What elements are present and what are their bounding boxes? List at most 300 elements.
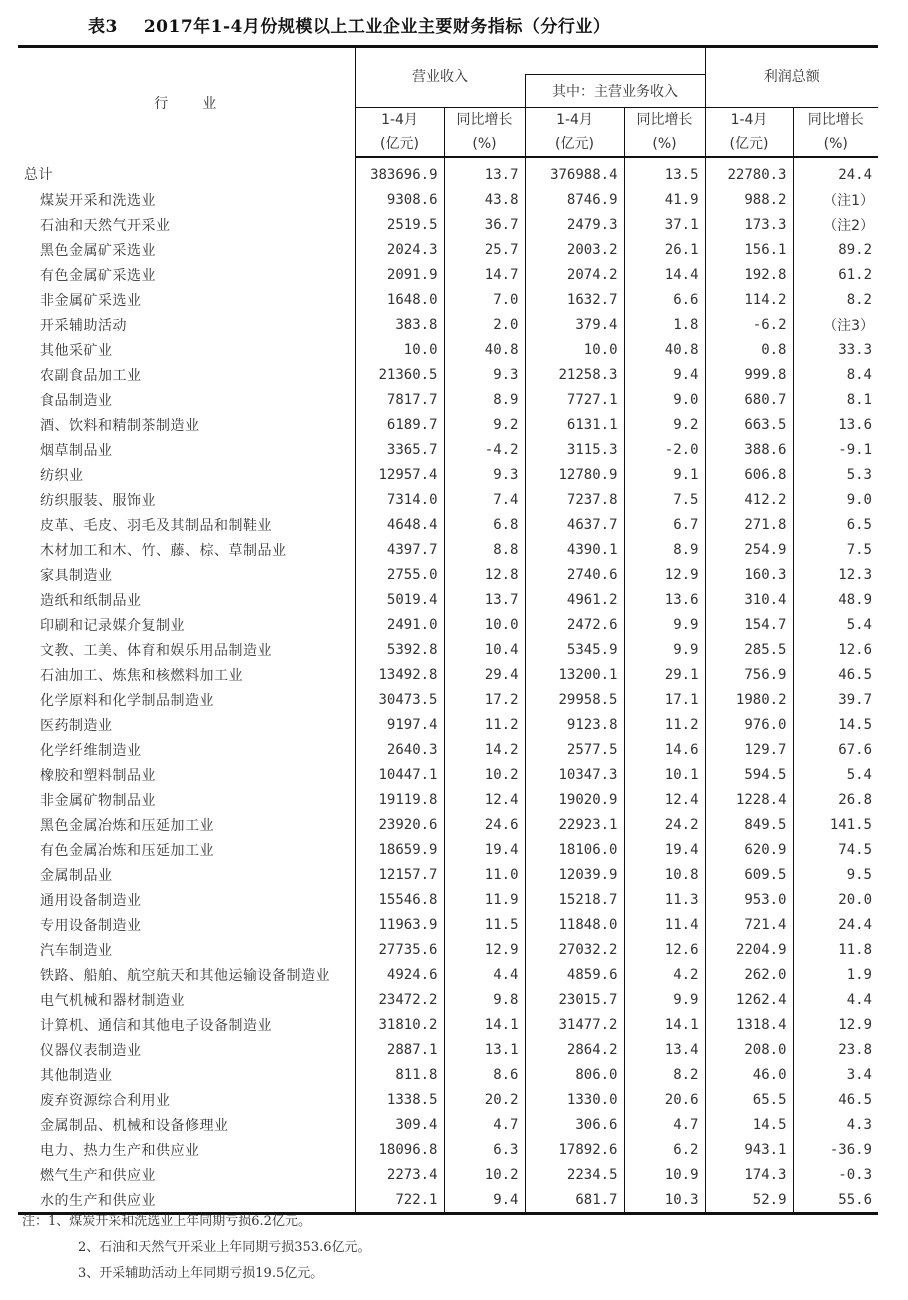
footnote-2: 2、石油和天然气开采业上年同期亏损353.6亿元。 — [78, 1240, 371, 1255]
main-revenue-growth: 26.1 — [624, 237, 705, 262]
revenue-value: 11963.9 — [355, 912, 444, 937]
profit-growth: 8.2 — [793, 287, 878, 312]
revenue-growth: 43.8 — [444, 187, 525, 212]
main-revenue-growth: 9.1 — [624, 462, 705, 487]
revenue-growth: 6.3 — [444, 1137, 525, 1162]
header-industry: 行 业 — [154, 95, 219, 112]
main-revenue-value: 376988.4 — [525, 157, 624, 187]
main-revenue-growth: 24.2 — [624, 812, 705, 837]
profit-growth: 8.4 — [793, 362, 878, 387]
table-row — [18, 1087, 878, 1112]
revenue-growth: 12.8 — [444, 562, 525, 587]
profit-growth: 11.8 — [793, 937, 878, 962]
profit-value: 160.3 — [705, 562, 793, 587]
revenue-value: 23472.2 — [355, 987, 444, 1012]
main-revenue-growth: 11.4 — [624, 912, 705, 937]
profit-growth: 20.0 — [793, 887, 878, 912]
industry-name: 皮革、毛皮、羽毛及其制品和制鞋业 — [40, 517, 272, 534]
profit-value: 620.9 — [705, 837, 793, 862]
profit-value: 114.2 — [705, 287, 793, 312]
profit-value: 310.4 — [705, 587, 793, 612]
industry-name: 石油和天然气开采业 — [40, 217, 171, 234]
profit-value: 1980.2 — [705, 687, 793, 712]
industry-name: 金属制品、机械和设备修理业 — [40, 1117, 229, 1134]
industry-name: 废弃资源综合利用业 — [40, 1092, 171, 1109]
table-row — [18, 562, 878, 587]
profit-value: 849.5 — [705, 812, 793, 837]
table-row — [18, 687, 878, 712]
main-revenue-growth: 20.6 — [624, 1087, 705, 1112]
revenue-value: 4924.6 — [355, 962, 444, 987]
profit-value: 721.4 — [705, 912, 793, 937]
industry-name: 橡胶和塑料制品业 — [40, 767, 156, 784]
table-row — [18, 637, 878, 662]
revenue-growth: 11.0 — [444, 862, 525, 887]
profit-growth: 12.3 — [793, 562, 878, 587]
main-revenue-growth: 8.2 — [624, 1062, 705, 1087]
table-row — [18, 287, 878, 312]
revenue-value: 309.4 — [355, 1112, 444, 1137]
table-row — [18, 762, 878, 787]
industry-name: 纺织业 — [40, 467, 84, 484]
main-revenue-growth: 4.7 — [624, 1112, 705, 1137]
main-revenue-growth: 14.6 — [624, 737, 705, 762]
profit-value: 2204.9 — [705, 937, 793, 962]
main-revenue-growth: 13.6 — [624, 587, 705, 612]
profit-value: 1318.4 — [705, 1012, 793, 1037]
main-revenue-growth: 1.8 — [624, 312, 705, 337]
main-revenue-growth: 9.0 — [624, 387, 705, 412]
revenue-growth: 2.0 — [444, 312, 525, 337]
main-revenue-growth: 11.3 — [624, 887, 705, 912]
main-revenue-value: 1632.7 — [525, 287, 624, 312]
revenue-growth: 13.7 — [444, 157, 525, 187]
revenue-value: 27735.6 — [355, 937, 444, 962]
revenue-growth: 10.4 — [444, 637, 525, 662]
industry-name: 医药制造业 — [40, 717, 113, 734]
table-row — [18, 537, 878, 562]
table-row — [18, 462, 878, 487]
revenue-value: 1648.0 — [355, 287, 444, 312]
revenue-growth: -4.2 — [444, 437, 525, 462]
main-revenue-value: 306.6 — [525, 1112, 624, 1137]
profit-growth: 13.6 — [793, 412, 878, 437]
main-revenue-value: 3115.3 — [525, 437, 624, 462]
table-row — [18, 612, 878, 637]
table-row — [18, 437, 878, 462]
table-row — [18, 1162, 878, 1187]
profit-value: 388.6 — [705, 437, 793, 462]
industry-name: 食品制造业 — [40, 392, 113, 409]
revenue-growth: 14.7 — [444, 262, 525, 287]
table-row — [18, 962, 878, 987]
main-revenue-growth: 10.1 — [624, 762, 705, 787]
main-revenue-value: 13200.1 — [525, 662, 624, 687]
industry-name: 电气机械和器材制造业 — [40, 992, 185, 1009]
table-title — [88, 12, 610, 37]
main-revenue-value: 2864.2 — [525, 1037, 624, 1062]
header-rev-period: 1-4月 (亿元) — [355, 108, 444, 158]
table-row — [18, 412, 878, 437]
table-row — [18, 1112, 878, 1137]
revenue-growth: 36.7 — [444, 212, 525, 237]
profit-growth: 12.9 — [793, 1012, 878, 1037]
revenue-value: 18096.8 — [355, 1137, 444, 1162]
revenue-growth: 24.6 — [444, 812, 525, 837]
industry-name: 木材加工和木、竹、藤、棕、草制品业 — [40, 542, 287, 559]
main-revenue-growth: -2.0 — [624, 437, 705, 462]
revenue-growth: 10.2 — [444, 1162, 525, 1187]
table-row — [18, 1137, 878, 1162]
main-revenue-value: 29958.5 — [525, 687, 624, 712]
header-main-yoy: 同比增长 (%) — [624, 108, 705, 158]
profit-growth: 141.5 — [793, 812, 878, 837]
profit-growth: -9.1 — [793, 437, 878, 462]
industry-name: 通用设备制造业 — [40, 892, 142, 909]
industry-name: 石油加工、炼焦和核燃料加工业 — [40, 667, 243, 684]
profit-growth: 14.5 — [793, 712, 878, 737]
profit-growth: 9.0 — [793, 487, 878, 512]
main-revenue-value: 27032.2 — [525, 937, 624, 962]
revenue-growth: 10.2 — [444, 762, 525, 787]
revenue-value: 4648.4 — [355, 512, 444, 537]
revenue-growth: 14.1 — [444, 1012, 525, 1037]
revenue-value: 2091.9 — [355, 262, 444, 287]
table-row — [18, 662, 878, 687]
revenue-growth: 11.5 — [444, 912, 525, 937]
header-rev-yoy: 同比增长 (%) — [444, 108, 525, 158]
industry-name: 计算机、通信和其他电子设备制造业 — [40, 1017, 272, 1034]
revenue-growth: 9.8 — [444, 987, 525, 1012]
profit-value: 976.0 — [705, 712, 793, 737]
table-row — [18, 887, 878, 912]
revenue-value: 3365.7 — [355, 437, 444, 462]
revenue-value: 7314.0 — [355, 487, 444, 512]
footnotes — [22, 1212, 371, 1290]
industry-name: 燃气生产和供应业 — [40, 1167, 156, 1184]
main-revenue-growth: 6.2 — [624, 1137, 705, 1162]
profit-growth: 24.4 — [793, 912, 878, 937]
table-row — [18, 387, 878, 412]
industry-name: 非金属矿物制品业 — [40, 792, 156, 809]
header-main-period: 1-4月 (亿元) — [525, 108, 624, 158]
profit-growth: 7.5 — [793, 537, 878, 562]
main-revenue-growth: 10.9 — [624, 1162, 705, 1187]
main-revenue-growth: 8.9 — [624, 537, 705, 562]
revenue-value: 12157.7 — [355, 862, 444, 887]
profit-value: 154.7 — [705, 612, 793, 637]
industry-name: 印刷和记录媒介复制业 — [40, 617, 185, 634]
profit-growth: 39.7 — [793, 687, 878, 712]
profit-growth: 46.5 — [793, 1087, 878, 1112]
profit-growth: 5.4 — [793, 762, 878, 787]
main-revenue-value: 806.0 — [525, 1062, 624, 1087]
main-revenue-growth: 9.9 — [624, 612, 705, 637]
profit-growth: 5.4 — [793, 612, 878, 637]
industry-name: 汽车制造业 — [40, 942, 113, 959]
profit-value: 680.7 — [705, 387, 793, 412]
industry-name: 仪器仪表制造业 — [40, 1042, 142, 1059]
revenue-value: 10447.1 — [355, 762, 444, 787]
profit-growth: 3.4 — [793, 1062, 878, 1087]
profit-value: 22780.3 — [705, 157, 793, 187]
main-revenue-growth: 12.6 — [624, 937, 705, 962]
revenue-growth: 13.7 — [444, 587, 525, 612]
revenue-value: 2640.3 — [355, 737, 444, 762]
main-revenue-value: 2234.5 — [525, 1162, 624, 1187]
industry-name: 文教、工美、体育和娱乐用品制造业 — [40, 642, 272, 659]
main-revenue-value: 17892.6 — [525, 1137, 624, 1162]
table-row — [18, 262, 878, 287]
revenue-value: 811.8 — [355, 1062, 444, 1087]
header-profit-period: 1-4月 (亿元) — [705, 108, 793, 158]
profit-value: 756.9 — [705, 662, 793, 687]
profit-growth: 4.4 — [793, 987, 878, 1012]
profit-value: 156.1 — [705, 237, 793, 262]
main-revenue-value: 4390.1 — [525, 537, 624, 562]
financial-indicators-table — [18, 45, 878, 1215]
profit-value: 173.3 — [705, 212, 793, 237]
profit-growth: 1.9 — [793, 962, 878, 987]
main-revenue-growth: 11.2 — [624, 712, 705, 737]
header-spacer — [525, 47, 705, 75]
profit-value: 129.7 — [705, 737, 793, 762]
table-row — [18, 312, 878, 337]
profit-growth: 46.5 — [793, 662, 878, 687]
main-revenue-value: 681.7 — [525, 1187, 624, 1214]
table-row — [18, 187, 878, 212]
main-revenue-value: 7237.8 — [525, 487, 624, 512]
revenue-value: 1338.5 — [355, 1087, 444, 1112]
table-row — [18, 512, 878, 537]
revenue-growth: 9.3 — [444, 362, 525, 387]
main-revenue-growth: 12.9 — [624, 562, 705, 587]
profit-value: 0.8 — [705, 337, 793, 362]
main-revenue-value: 2074.2 — [525, 262, 624, 287]
profit-growth: 4.3 — [793, 1112, 878, 1137]
profit-growth: （注2） — [793, 212, 878, 237]
header-profit: 利润总额 — [705, 47, 878, 108]
main-revenue-value: 23015.7 — [525, 987, 624, 1012]
revenue-value: 2519.5 — [355, 212, 444, 237]
revenue-value: 5392.8 — [355, 637, 444, 662]
industry-name: 有色金属冶炼和压延加工业 — [40, 842, 214, 859]
profit-value: -6.2 — [705, 312, 793, 337]
profit-value: 65.5 — [705, 1087, 793, 1112]
table-row — [18, 1012, 878, 1037]
revenue-value: 383.8 — [355, 312, 444, 337]
profit-value: 953.0 — [705, 887, 793, 912]
profit-growth: 89.2 — [793, 237, 878, 262]
main-revenue-growth: 6.6 — [624, 287, 705, 312]
table-row — [18, 337, 878, 362]
revenue-growth: 4.7 — [444, 1112, 525, 1137]
main-revenue-value: 379.4 — [525, 312, 624, 337]
industry-name: 酒、饮料和精制茶制造业 — [40, 417, 200, 434]
revenue-growth: 4.4 — [444, 962, 525, 987]
revenue-value: 15546.8 — [355, 887, 444, 912]
profit-value: 285.5 — [705, 637, 793, 662]
table-number: 表3 — [88, 17, 118, 37]
profit-growth: 9.5 — [793, 862, 878, 887]
main-revenue-growth: 9.9 — [624, 987, 705, 1012]
header-revenue: 营业收入 — [355, 47, 525, 108]
revenue-growth: 10.0 — [444, 612, 525, 637]
main-revenue-value: 4637.7 — [525, 512, 624, 537]
profit-growth: 61.2 — [793, 262, 878, 287]
industry-name: 化学原料和化学制品制造业 — [40, 692, 214, 709]
profit-growth: 6.5 — [793, 512, 878, 537]
table-row — [18, 987, 878, 1012]
profit-growth: -36.9 — [793, 1137, 878, 1162]
profit-value: 988.2 — [705, 187, 793, 212]
footnote-1: 注：1、煤炭开采和洗选业上年同期亏损6.2亿元。 — [22, 1214, 311, 1229]
main-revenue-growth: 13.5 — [624, 157, 705, 187]
revenue-value: 12957.4 — [355, 462, 444, 487]
main-revenue-growth: 37.1 — [624, 212, 705, 237]
main-revenue-value: 12039.9 — [525, 862, 624, 887]
header-main-revenue: 其中：主营业务收入 — [525, 75, 705, 108]
footnote-3: 3、开采辅助活动上年同期亏损19.5亿元。 — [78, 1266, 324, 1281]
main-revenue-value: 4859.6 — [525, 962, 624, 987]
industry-name: 专用设备制造业 — [40, 917, 142, 934]
profit-value: 594.5 — [705, 762, 793, 787]
industry-name: 煤炭开采和洗选业 — [40, 192, 156, 209]
profit-value: 14.5 — [705, 1112, 793, 1137]
revenue-value: 722.1 — [355, 1187, 444, 1214]
main-revenue-growth: 13.4 — [624, 1037, 705, 1062]
revenue-growth: 7.0 — [444, 287, 525, 312]
revenue-value: 13492.8 — [355, 662, 444, 687]
main-revenue-growth: 14.1 — [624, 1012, 705, 1037]
revenue-growth: 6.8 — [444, 512, 525, 537]
main-revenue-growth: 41.9 — [624, 187, 705, 212]
revenue-value: 30473.5 — [355, 687, 444, 712]
main-revenue-value: 15218.7 — [525, 887, 624, 912]
industry-name: 化学纤维制造业 — [40, 742, 142, 759]
industry-name: 纺织服装、服饰业 — [40, 492, 156, 509]
revenue-growth: 8.8 — [444, 537, 525, 562]
revenue-growth: 17.2 — [444, 687, 525, 712]
industry-name: 非金属矿采选业 — [40, 292, 142, 309]
main-revenue-value: 19020.9 — [525, 787, 624, 812]
main-revenue-value: 4961.2 — [525, 587, 624, 612]
table-row — [18, 587, 878, 612]
industry-name: 电力、热力生产和供应业 — [40, 1142, 200, 1159]
table-row — [18, 362, 878, 387]
main-revenue-value: 1330.0 — [525, 1087, 624, 1112]
main-revenue-value: 31477.2 — [525, 1012, 624, 1037]
revenue-value: 19119.8 — [355, 787, 444, 812]
profit-value: 606.8 — [705, 462, 793, 487]
table-row — [18, 712, 878, 737]
profit-value: 609.5 — [705, 862, 793, 887]
profit-growth: 55.6 — [793, 1187, 878, 1214]
table-row — [18, 787, 878, 812]
profit-value: 999.8 — [705, 362, 793, 387]
revenue-growth: 9.2 — [444, 412, 525, 437]
main-revenue-value: 2577.5 — [525, 737, 624, 762]
table-row — [18, 837, 878, 862]
main-revenue-growth: 40.8 — [624, 337, 705, 362]
main-revenue-growth: 10.8 — [624, 862, 705, 887]
industry-name: 黑色金属冶炼和压延加工业 — [40, 817, 214, 834]
profit-growth: （注1） — [793, 187, 878, 212]
profit-growth: （注3） — [793, 312, 878, 337]
revenue-value: 383696.9 — [355, 157, 444, 187]
revenue-growth: 11.2 — [444, 712, 525, 737]
revenue-growth: 20.2 — [444, 1087, 525, 1112]
revenue-growth: 12.9 — [444, 937, 525, 962]
industry-name: 其他采矿业 — [40, 342, 113, 359]
profit-value: 412.2 — [705, 487, 793, 512]
profit-value: 208.0 — [705, 1037, 793, 1062]
profit-value: 254.9 — [705, 537, 793, 562]
table-row — [18, 937, 878, 962]
main-revenue-value: 9123.8 — [525, 712, 624, 737]
profit-value: 46.0 — [705, 1062, 793, 1087]
table-row — [18, 1037, 878, 1062]
profit-growth: 23.8 — [793, 1037, 878, 1062]
table-row — [18, 237, 878, 262]
main-revenue-growth: 19.4 — [624, 837, 705, 862]
table-row — [18, 487, 878, 512]
revenue-value: 5019.4 — [355, 587, 444, 612]
revenue-value: 21360.5 — [355, 362, 444, 387]
main-revenue-growth: 7.5 — [624, 487, 705, 512]
main-revenue-growth: 17.1 — [624, 687, 705, 712]
revenue-value: 18659.9 — [355, 837, 444, 862]
profit-growth: 24.4 — [793, 157, 878, 187]
revenue-growth: 40.8 — [444, 337, 525, 362]
main-revenue-growth: 9.2 — [624, 412, 705, 437]
table-row — [18, 212, 878, 237]
profit-growth: 5.3 — [793, 462, 878, 487]
profit-value: 262.0 — [705, 962, 793, 987]
table-row — [18, 737, 878, 762]
profit-value: 1262.4 — [705, 987, 793, 1012]
main-revenue-value: 2479.3 — [525, 212, 624, 237]
industry-name: 金属制品业 — [40, 867, 113, 884]
profit-value: 271.8 — [705, 512, 793, 537]
main-revenue-value: 18106.0 — [525, 837, 624, 862]
revenue-growth: 8.9 — [444, 387, 525, 412]
revenue-growth: 19.4 — [444, 837, 525, 862]
industry-name: 造纸和纸制品业 — [40, 592, 142, 609]
table-body — [18, 157, 878, 1214]
revenue-growth: 25.7 — [444, 237, 525, 262]
main-revenue-growth: 10.3 — [624, 1187, 705, 1214]
table-row — [18, 812, 878, 837]
industry-name: 铁路、船舶、航空航天和其他运输设备制造业 — [40, 967, 330, 984]
main-revenue-growth: 9.4 — [624, 362, 705, 387]
header-profit-yoy: 同比增长 (%) — [793, 108, 878, 158]
revenue-growth: 29.4 — [444, 662, 525, 687]
main-revenue-growth: 14.4 — [624, 262, 705, 287]
main-revenue-value: 2740.6 — [525, 562, 624, 587]
profit-growth: 12.6 — [793, 637, 878, 662]
table-title-text: 2017年1-4月份规模以上工业企业主要财务指标（分行业） — [143, 17, 611, 37]
profit-growth: 26.8 — [793, 787, 878, 812]
revenue-growth: 9.4 — [444, 1187, 525, 1214]
profit-growth: 33.3 — [793, 337, 878, 362]
industry-name: 开采辅助活动 — [40, 317, 127, 334]
main-revenue-value: 10347.3 — [525, 762, 624, 787]
revenue-value: 2273.4 — [355, 1162, 444, 1187]
revenue-growth: 8.6 — [444, 1062, 525, 1087]
revenue-growth: 13.1 — [444, 1037, 525, 1062]
total-row — [18, 157, 878, 187]
